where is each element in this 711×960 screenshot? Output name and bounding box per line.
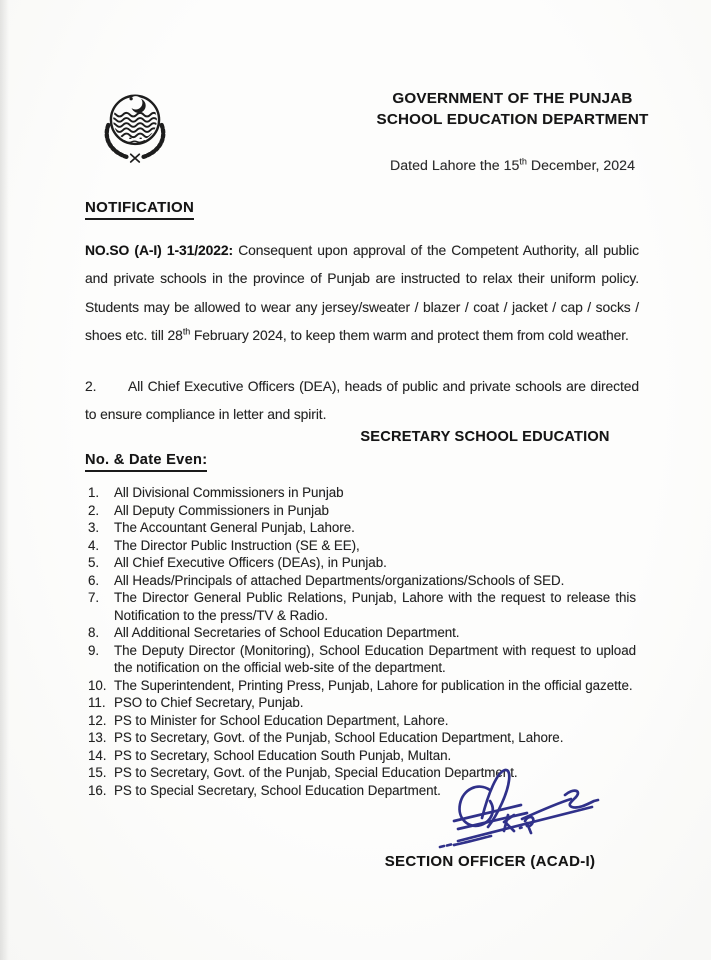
distribution-item: All Additional Secretaries of School Education Department. xyxy=(114,625,460,640)
distribution-item: All Divisional Commissioners in Punjab xyxy=(114,485,344,500)
notification-paragraph-2 xyxy=(85,372,639,429)
notification-heading: NOTIFICATION xyxy=(85,199,194,220)
distribution-item: The Director General Public Relations, Punjab, Lahore with the request to release this Notification to the press/TV & Radio. xyxy=(114,590,636,623)
paragraph-2-text: All Chief Executive Officers (DEA), heads of public and private schools are directed to ensure compliance in letter and spirit. xyxy=(85,378,639,423)
distribution-item: The Superintendent, Printing Press, Punjab, Lahore for publication in the official gazette. xyxy=(114,677,633,693)
distribution-item: PS to Secretary, Govt. of the Punjab, School Education Department, Lahore. xyxy=(114,730,564,745)
distribution-item: All Deputy Commissioners in Punjab xyxy=(114,502,329,518)
distribution-item: PS to Secretary, Govt. of the Punjab, Special Education Department. xyxy=(114,765,518,780)
distribution-item: PS to Secretary, School Education South Punjab, Multan. xyxy=(114,747,452,763)
date-rest: December, 2024 xyxy=(526,158,635,174)
paragraph-1-text: Consequent upon approval of the Competent Authority, all public and private schools in the province of Punjab are instructed to relax their uniform policy. Students may be allowed to wear any jersey/sweater / blazer / coat / jacket / cap / socks / shoes etc. till 28 xyxy=(85,242,639,344)
distribution-item: All Chief Executive Officers (DEAs), in Punjab. xyxy=(114,555,387,570)
paragraph-1-text-cont: February 2024, to keep them warm and protect them from cold weather. xyxy=(190,327,629,344)
distribution-item: The Deputy Director (Monitoring), School Education Department with request to upload the notification on the official web-site of the department. xyxy=(114,642,636,675)
date-ordinal-suffix: th xyxy=(182,326,191,337)
paragraph-number: 2. xyxy=(85,378,97,394)
distribution-item: All Heads/Principals of attached Departments/organizations/Schools of SED. xyxy=(114,572,565,588)
notification-paragraph-1 xyxy=(85,236,639,350)
distribution-heading: No. & Date Even: xyxy=(85,452,207,472)
reference-number: NO.SO (A-I) 1-31/2022: xyxy=(85,242,234,258)
government-name: GOVERNMENT OF THE PUNJAB xyxy=(392,90,633,107)
distribution-item: The Director Public Instruction (SE & EE), xyxy=(114,537,360,553)
punjab-government-emblem-icon xyxy=(92,82,178,168)
distribution-item: PSO to Chief Secretary, Punjab. xyxy=(114,695,304,710)
distribution-list xyxy=(88,484,636,799)
date-ordinal-suffix: th xyxy=(519,156,527,167)
distribution-item: The Accountant General Punjab, Lahore. xyxy=(114,520,355,535)
date-text: Dated Lahore the 15 xyxy=(390,158,520,174)
section-officer-title: SECTION OFFICER (ACAD-I) xyxy=(384,853,596,870)
date-line xyxy=(330,158,695,174)
letterhead xyxy=(330,88,695,130)
distribution-item: PS to Special Secretary, School Education Department. xyxy=(114,782,441,798)
signatory-title: SECRETARY SCHOOL EDUCATION xyxy=(360,429,610,445)
department-name: SCHOOL EDUCATION DEPARTMENT xyxy=(376,111,649,128)
handwritten-signature-icon xyxy=(424,760,606,854)
distribution-item: PS to Minister for School Education Department, Lahore. xyxy=(114,712,449,728)
